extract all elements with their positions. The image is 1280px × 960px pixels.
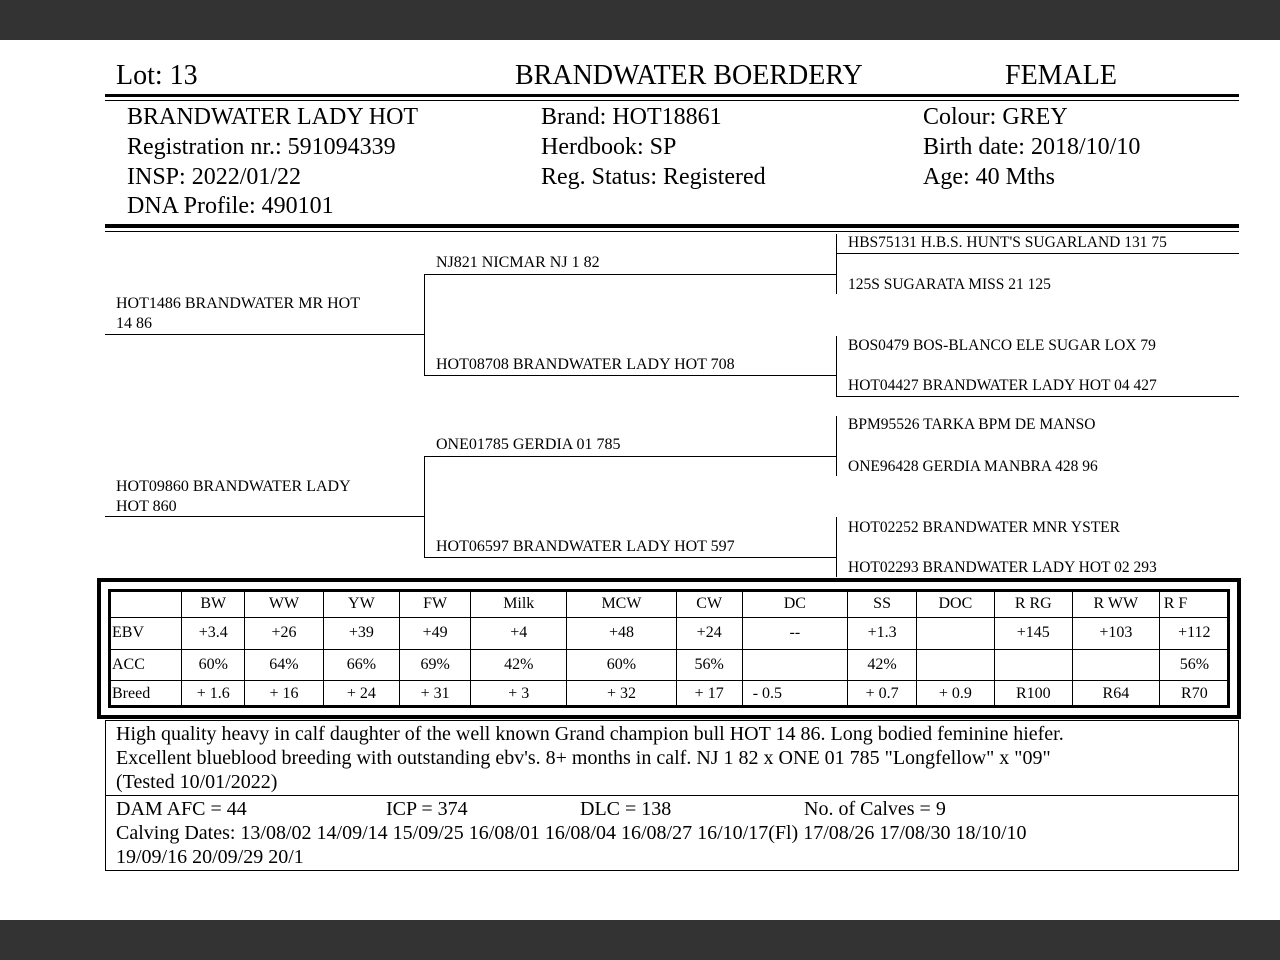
brand: Brand: HOT18861	[541, 104, 722, 130]
description-separator	[105, 795, 1239, 796]
acc-cell: 69%	[400, 649, 471, 680]
lot-number: Lot: 13	[116, 60, 198, 91]
ebv-header-cell: R F	[1159, 590, 1229, 618]
pedigree-line-sire	[105, 334, 424, 335]
viewer-top-bar	[0, 0, 1280, 40]
dam-name-cont: HOT 860	[116, 498, 177, 515]
dam-dam-name: HOT06597 BRANDWATER LADY HOT 597	[436, 538, 735, 555]
breed-row-label: Breed	[109, 680, 182, 707]
ebv-header-cell: SS	[848, 590, 917, 618]
acc-cell: 42%	[848, 649, 917, 680]
sire-sire-name: NJ821 NICMAR NJ 1 82	[436, 254, 600, 271]
ggp-3: BOS0479 BOS-BLANCO ELE SUGAR LOX 79	[848, 337, 1156, 354]
header-rule-thin	[105, 100, 1239, 101]
breed-cell: + 16	[245, 680, 323, 707]
ggp-2: 125S SUGARATA MISS 21 125	[848, 276, 1051, 293]
breed-cell: + 32	[567, 680, 676, 707]
ebv-table-inner-frame	[108, 589, 1230, 708]
info-rule-thin	[105, 231, 1239, 232]
acc-cell: 56%	[676, 649, 742, 680]
ebv-header-cell: R WW	[1073, 590, 1160, 618]
ebv-cell: +48	[567, 618, 676, 649]
sire-dam-name: HOT08708 BRANDWATER LADY HOT 708	[436, 356, 735, 373]
ggp-1: HBS75131 H.B.S. HUNT'S SUGARLAND 131 75	[848, 234, 1167, 251]
pedigree-line-dam	[105, 516, 424, 517]
viewer-bottom-bar	[0, 920, 1280, 960]
ebv-cell: +4	[471, 618, 567, 649]
pedigree-line-dd	[424, 557, 836, 558]
ggp-8: HOT02293 BRANDWATER LADY HOT 02 293	[848, 559, 1157, 576]
info-rule-thick	[105, 224, 1239, 228]
description-line-2: Excellent blueblood breeding with outstanding ebv's. 8+ months in calf. NJ 1 82 x ONE 01 785 "Longfellow" x "09"	[116, 747, 1051, 769]
breed-cell: + 0.9	[917, 680, 994, 707]
dam-dlc: DLC = 138	[580, 798, 672, 820]
dam-sire-name: ONE01785 GERDIA 01 785	[436, 436, 621, 453]
breed-cell: + 0.7	[848, 680, 917, 707]
header-rule-thick	[105, 94, 1239, 97]
ebv-cell: --	[742, 618, 847, 649]
breed-cell: + 31	[400, 680, 471, 707]
ebv-cell: +24	[676, 618, 742, 649]
ebv-cell: +49	[400, 618, 471, 649]
ebv-cell: +145	[994, 618, 1072, 649]
animal-sex: FEMALE	[1005, 60, 1117, 91]
acc-row-label: ACC	[109, 649, 182, 680]
registration-number: Registration nr.: 591094339	[127, 134, 396, 160]
herdbook: Herdbook: SP	[541, 134, 677, 160]
description-line-1: High quality heavy in calf daughter of the well known Grand champion bull HOT 14 86. Long bodied feminine hiefer.	[116, 723, 1064, 745]
ebv-cell: +112	[1159, 618, 1229, 649]
pedigree-bracket-dd	[836, 517, 837, 577]
acc-cell: 56%	[1159, 649, 1229, 680]
acc-cell: 60%	[182, 649, 245, 680]
breed-cell: R64	[1073, 680, 1160, 707]
ebv-header-cell: FW	[400, 590, 471, 618]
breed-cell: + 3	[471, 680, 567, 707]
acc-cell: 60%	[567, 649, 676, 680]
breed-cell: R100	[994, 680, 1072, 707]
reg-status: Reg. Status: Registered	[541, 164, 766, 190]
ebv-header-cell: MCW	[567, 590, 676, 618]
dam-name: HOT09860 BRANDWATER LADY	[116, 478, 351, 495]
calving-dates: Calving Dates: 13/08/02 14/09/14 15/09/25 16/08/01 16/08/04 16/08/27 16/10/17(Fl) 17/08/26 17/08/30 18/10/10	[116, 822, 1027, 844]
acc-cell: 42%	[471, 649, 567, 680]
insp-date: INSP: 2022/01/22	[127, 164, 302, 190]
pedigree-bracket-ss	[836, 234, 837, 294]
ebv-row-label: EBV	[109, 618, 182, 649]
pedigree-bracket-ds	[836, 416, 837, 476]
pedigree-bracket-sire	[424, 274, 425, 376]
pedigree-line-ss	[424, 274, 836, 275]
dam-afc: DAM AFC = 44	[116, 798, 247, 820]
ebv-cell: +103	[1073, 618, 1160, 649]
ebv-header-cell: DOC	[917, 590, 994, 618]
ebv-header-cell: Milk	[471, 590, 567, 618]
acc-cell: 66%	[323, 649, 399, 680]
pedigree-line-ggp-1	[836, 253, 1239, 254]
calving-dates-cont: 19/09/16 20/09/29 20/1	[116, 846, 304, 868]
sire-name-cont: 14 86	[116, 315, 152, 332]
pedigree-line-ggp-4	[836, 396, 1239, 397]
breed-cell: + 1.6	[182, 680, 245, 707]
dam-icp: ICP = 374	[386, 798, 468, 820]
acc-cell: 64%	[245, 649, 323, 680]
ebv-cell: +1.3	[848, 618, 917, 649]
farm-name: BRANDWATER BOERDERY	[515, 60, 863, 91]
breed-cell: + 24	[323, 680, 399, 707]
colour: Colour: GREY	[923, 104, 1068, 130]
ggp-6: ONE96428 GERDIA MANBRA 428 96	[848, 458, 1098, 475]
description-line-3: (Tested 10/01/2022)	[116, 771, 278, 793]
pedigree-line-ds	[424, 456, 836, 457]
pedigree-bracket-dam	[424, 456, 425, 558]
ebv-header-cell: BW	[182, 590, 245, 618]
breed-cell: - 0.5	[742, 680, 847, 707]
dam-calves: No. of Calves = 9	[804, 798, 946, 820]
ebv-header-cell: R RG	[994, 590, 1072, 618]
animal-name: BRANDWATER LADY HOT	[127, 104, 419, 130]
ebv-header-cell: YW	[323, 590, 399, 618]
ggp-7: HOT02252 BRANDWATER MNR YSTER	[848, 519, 1120, 536]
dna-profile: DNA Profile: 490101	[127, 193, 334, 219]
ebv-cell: +39	[323, 618, 399, 649]
ebv-cell: +3.4	[182, 618, 245, 649]
birth-date: Birth date: 2018/10/10	[923, 134, 1141, 160]
ebv-cell: +26	[245, 618, 323, 649]
breed-cell: R70	[1159, 680, 1229, 707]
age: Age: 40 Mths	[923, 164, 1055, 190]
ebv-header-cell: CW	[676, 590, 742, 618]
ebv-header-cell: WW	[245, 590, 323, 618]
pedigree-line-sd	[424, 375, 836, 376]
pedigree-bracket-sd	[836, 336, 837, 396]
ggp-5: BPM95526 TARKA BPM DE MANSO	[848, 416, 1096, 433]
ggp-4: HOT04427 BRANDWATER LADY HOT 04 427	[848, 377, 1157, 394]
breed-cell: + 17	[676, 680, 742, 707]
sire-name: HOT1486 BRANDWATER MR HOT	[116, 295, 360, 312]
ebv-header-cell: DC	[742, 590, 847, 618]
